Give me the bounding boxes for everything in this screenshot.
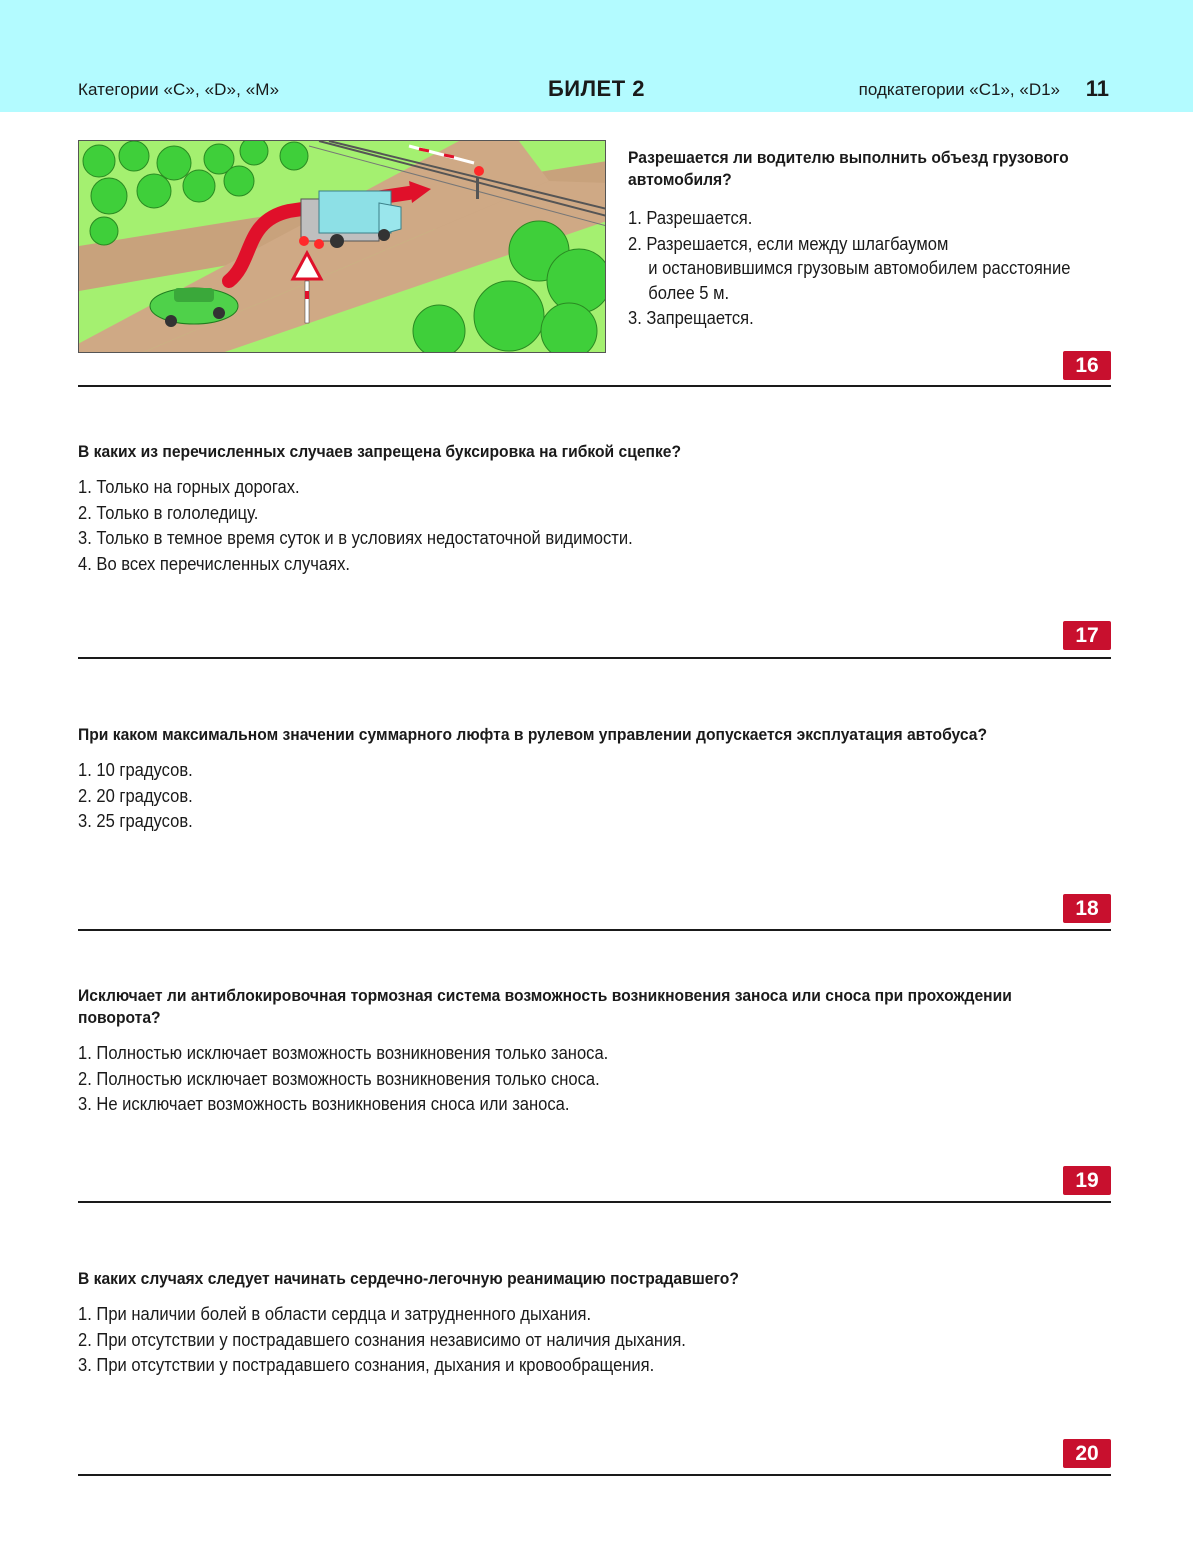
question-20 (78, 1268, 796, 1379)
answer-option (628, 232, 1074, 307)
question-16 (628, 147, 1113, 332)
answer-option: 1. Только на горных дорогах. (78, 477, 300, 497)
question-18 (78, 724, 1066, 835)
answer-option: 1. Разрешается. (628, 208, 753, 228)
section-divider (78, 929, 1111, 931)
question-text: В каких из перечисленных случаев запрещена буксировка на гибкой сцепке? (78, 442, 682, 461)
question-text: В каких случаях следует начинать сердечно-легочную реанимацию пострадавшего? (78, 1269, 739, 1288)
question-text: Исключает ли антиблокировочная тормозная система возможность возникновения заноса или сноса при прохождении поворота? (78, 986, 1012, 1027)
question-number-badge: 20 (1063, 1439, 1111, 1468)
question-number-badge: 19 (1063, 1166, 1111, 1195)
answer-list (628, 206, 1113, 332)
railway-crossing-illustration (78, 140, 606, 353)
answer-option: 2. 20 градусов. (78, 785, 193, 806)
answer-list (78, 475, 734, 577)
section-divider (78, 1474, 1111, 1476)
answer-option: 3. Не исключает возможность возникновения сноса или заноса. (78, 1094, 570, 1114)
answer-option: 2. Полностью исключает возможность возникновения только сноса. (78, 1068, 600, 1089)
subcategories-label: подкатегории «C1», «D1» (858, 80, 1060, 99)
answer-option: 1. Полностью исключает возможность возникновения только заноса. (78, 1043, 609, 1063)
answer-list (78, 1041, 1111, 1118)
answer-option: 3. Запрещается. (628, 308, 754, 328)
ticket-title: БИЛЕТ 2 (547, 76, 646, 101)
question-number-badge: 16 (1063, 351, 1111, 380)
answer-option: 3. Только в темное время суток и в условиях недостаточной видимости. (78, 528, 633, 548)
answer-option: 3. При отсутствии у пострадавшего сознания, дыхания и кровообращения. (78, 1355, 655, 1375)
question-text: Разрешается ли водителю выполнить объезд грузового автомобиля? (628, 148, 1069, 189)
answer-list (78, 758, 1066, 835)
question-19 (78, 985, 1111, 1118)
answer-option: 4. Во всех перечисленных случаях. (78, 553, 350, 574)
answer-option: 3. 25 градусов. (78, 811, 193, 831)
question-17 (78, 441, 734, 577)
section-divider (78, 385, 1111, 387)
question-text: При каком максимальном значении суммарного люфта в рулевом управлении допускается эксплуатация автобуса? (78, 725, 988, 744)
answer-option: 2. При отсутствии у пострадавшего сознания независимо от наличия дыхания. (78, 1329, 686, 1350)
question-number-badge: 18 (1063, 894, 1111, 923)
question-number-badge: 17 (1063, 621, 1111, 650)
page-header (0, 0, 1193, 112)
answer-line: и остановившимся грузовым автомобилем расстояние (648, 258, 1071, 278)
categories-label: Категории «C», «D», «M» (78, 80, 280, 99)
answer-list (78, 1302, 796, 1379)
answer-option: 1. При наличии болей в области сердца и затрудненного дыхания. (78, 1304, 592, 1324)
section-divider (78, 657, 1111, 659)
page-number: 11 (1085, 76, 1109, 101)
section-divider (78, 1201, 1111, 1203)
answer-line: 2. Разрешается, если между шлагбаумом (628, 233, 949, 254)
answer-line: более 5 м. (648, 282, 730, 303)
answer-option: 1. 10 градусов. (78, 760, 193, 780)
answer-option: 2. Только в гололедицу. (78, 502, 259, 523)
